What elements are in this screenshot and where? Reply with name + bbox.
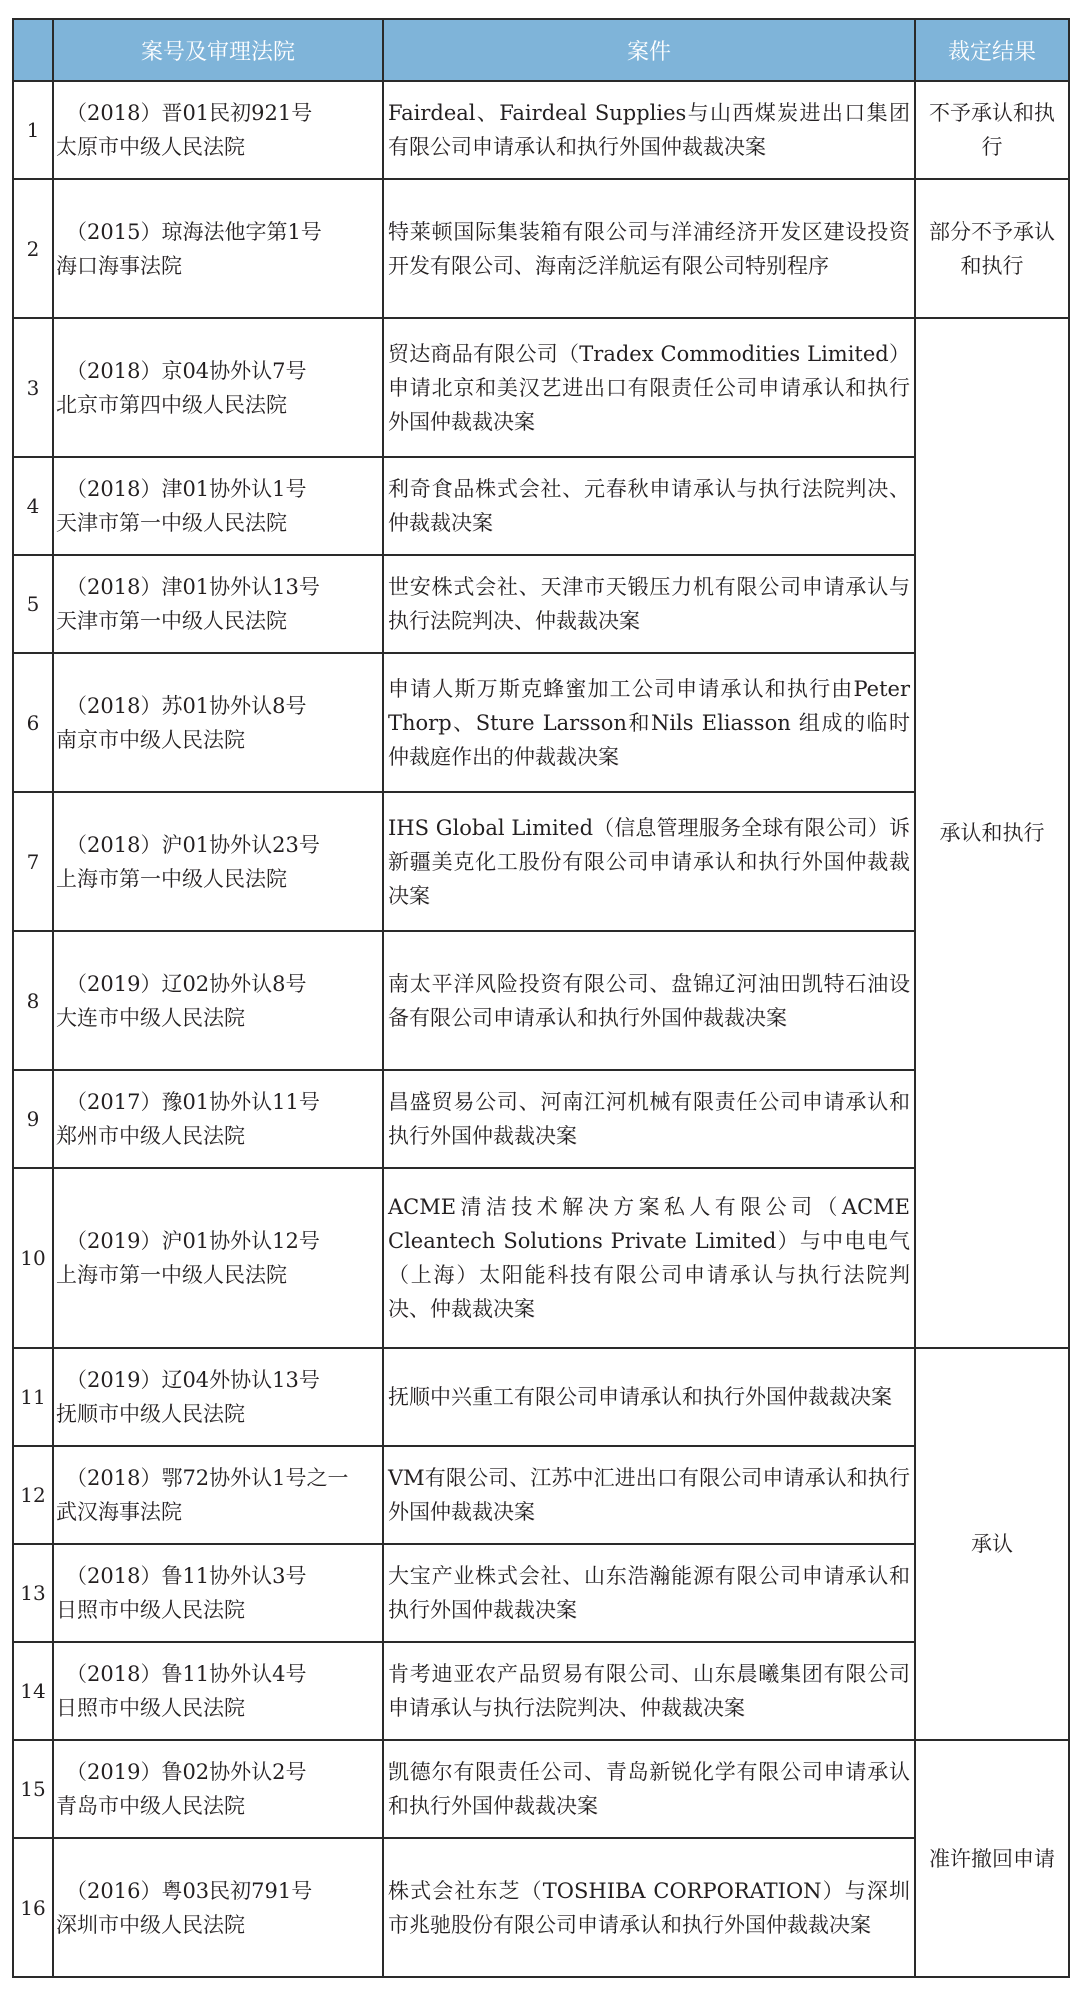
case-cell <box>53 1168 383 1348</box>
ruling-result: 承认 <box>915 1348 1069 1740</box>
header-row <box>13 19 1069 81</box>
table-row <box>13 931 1069 1070</box>
case-number: （2019）辽02协外认8号 <box>66 971 307 996</box>
case-name: 昌盛贸易公司、河南江河机械有限责任公司申请承认和执行外国仲裁裁决案 <box>383 1070 915 1168</box>
case-cell <box>53 555 383 653</box>
court-name: 北京市第四中级人民法院 <box>56 392 287 417</box>
case-cell <box>53 179 383 318</box>
ruling-result: 承认和执行 <box>915 318 1069 1348</box>
table-row <box>13 555 1069 653</box>
case-name: 株式会社东芝（TOSHIBA CORPORATION）与深圳市兆驰股份有限公司申请承认和执行外国仲裁裁决案 <box>383 1838 915 1977</box>
case-name: 肯考迪亚农产品贸易有限公司、山东晨曦集团有限公司申请承认与执行法院判决、仲裁裁决案 <box>383 1642 915 1740</box>
case-cell <box>53 318 383 457</box>
case-cell <box>53 1348 383 1446</box>
case-cell <box>53 1740 383 1838</box>
court-name: 日照市中级人民法院 <box>56 1598 245 1622</box>
row-number: 16 <box>13 1838 53 1977</box>
table-row <box>13 457 1069 555</box>
row-number: 6 <box>13 653 53 792</box>
case-name: 南太平洋风险投资有限公司、盘锦辽河油田凯特石油设备有限公司申请承认和执行外国仲裁裁决案 <box>383 931 915 1070</box>
row-number: 10 <box>13 1168 53 1348</box>
case-name: IHS Global Limited（信息管理服务全球有限公司）诉新疆美克化工股份有限公司申请承认和执行外国仲裁裁决案 <box>383 792 915 931</box>
case-name: VM有限公司、江苏中汇进出口有限公司申请承认和执行外国仲裁裁决案 <box>383 1446 915 1544</box>
case-cell <box>53 792 383 931</box>
court-name: 深圳市中级人民法院 <box>56 1912 245 1937</box>
court-name: 武汉海事法院 <box>56 1500 182 1524</box>
ruling-result: 不予承认和执行 <box>915 81 1069 179</box>
court-name: 太原市中级人民法院 <box>56 135 245 159</box>
court-name: 青岛市中级人民法院 <box>56 1794 245 1818</box>
table-row <box>13 1544 1069 1642</box>
case-number: （2018）苏01协外认8号 <box>66 693 307 718</box>
court-name: 天津市第一中级人民法院 <box>56 609 287 633</box>
case-name: ACME清洁技术解决方案私人有限公司（ACME Cleantech Solutions Private Limited）与中电电气（上海）太阳能科技有限公司申请承认与执行法院判决、仲裁裁决案 <box>383 1168 915 1348</box>
table-row <box>13 179 1069 318</box>
court-name: 抚顺市中级人民法院 <box>56 1402 245 1426</box>
case-cell <box>53 1070 383 1168</box>
case-name: 世安株式会社、天津市天锻压力机有限公司申请承认与执行法院判决、仲裁裁决案 <box>383 555 915 653</box>
table-row <box>13 1642 1069 1740</box>
table-row <box>13 653 1069 792</box>
table-row <box>13 792 1069 931</box>
header-case-name: 案件 <box>383 19 915 81</box>
case-name: 特莱顿国际集装箱有限公司与洋浦经济开发区建设投资开发有限公司、海南泛洋航运有限公司特别程序 <box>383 179 915 318</box>
case-cell <box>53 1838 383 1977</box>
row-number: 9 <box>13 1070 53 1168</box>
row-number: 15 <box>13 1740 53 1838</box>
row-number: 1 <box>13 81 53 179</box>
case-cell <box>53 1642 383 1740</box>
case-number: （2019）辽04外协认13号 <box>66 1368 320 1392</box>
table-row <box>13 318 1069 457</box>
row-number: 4 <box>13 457 53 555</box>
case-name: 抚顺中兴重工有限公司申请承认和执行外国仲裁裁决案 <box>383 1348 915 1446</box>
case-number: （2018）晋01民初921号 <box>66 101 313 125</box>
court-name: 日照市中级人民法院 <box>56 1696 245 1720</box>
arbitration-cases-table <box>12 18 1070 1978</box>
table-row <box>13 1838 1069 1977</box>
case-number: （2018）鲁11协外认4号 <box>66 1662 307 1686</box>
case-number: （2018）沪01协外认23号 <box>66 832 320 857</box>
header-number <box>13 19 53 81</box>
case-number: （2019）沪01协外认12号 <box>66 1229 320 1253</box>
row-number: 14 <box>13 1642 53 1740</box>
header-ruling-result: 裁定结果 <box>915 19 1069 81</box>
case-number: （2018）津01协外认13号 <box>66 575 320 599</box>
case-name: 利奇食品株式会社、元春秋申请承认与执行法院判决、仲裁裁决案 <box>383 457 915 555</box>
court-name: 海口海事法院 <box>56 253 182 278</box>
row-number: 5 <box>13 555 53 653</box>
table-row <box>13 1446 1069 1544</box>
row-number: 11 <box>13 1348 53 1446</box>
table-container <box>12 18 1068 1978</box>
case-cell <box>53 1544 383 1642</box>
case-number: （2015）琼海法他字第1号 <box>66 219 322 244</box>
case-cell <box>53 81 383 179</box>
case-number: （2019）鲁02协外认2号 <box>66 1760 307 1784</box>
court-name: 南京市中级人民法院 <box>56 727 245 752</box>
table-row <box>13 1740 1069 1838</box>
court-name: 大连市中级人民法院 <box>56 1005 245 1030</box>
case-name: 凯德尔有限责任公司、青岛新锐化学有限公司申请承认和执行外国仲裁裁决案 <box>383 1740 915 1838</box>
case-number: （2016）粤03民初791号 <box>66 1878 313 1903</box>
case-number: （2018）鄂72协外认1号之一 <box>66 1466 349 1490</box>
table-row <box>13 81 1069 179</box>
case-name: Fairdeal、Fairdeal Supplies与山西煤炭进出口集团有限公司申请承认和执行外国仲裁裁决案 <box>383 81 915 179</box>
row-number: 13 <box>13 1544 53 1642</box>
row-number: 3 <box>13 318 53 457</box>
ruling-result: 部分不予承认和执行 <box>915 179 1069 318</box>
court-name: 郑州市中级人民法院 <box>56 1124 245 1148</box>
row-number: 12 <box>13 1446 53 1544</box>
case-name: 贸达商品有限公司（Tradex Commodities Limited）申请北京和美汉艺进出口有限责任公司申请承认和执行外国仲裁裁决案 <box>383 318 915 457</box>
row-number: 7 <box>13 792 53 931</box>
table-row <box>13 1070 1069 1168</box>
case-cell <box>53 457 383 555</box>
case-number: （2018）津01协外认1号 <box>66 477 307 501</box>
case-cell <box>53 931 383 1070</box>
row-number: 8 <box>13 931 53 1070</box>
case-name: 申请人斯万斯克蜂蜜加工公司申请承认和执行由Peter Thorp、Sture Larsson和Nils Eliasson 组成的临时仲裁庭作出的仲裁裁决案 <box>383 653 915 792</box>
court-name: 上海市第一中级人民法院 <box>56 866 287 891</box>
case-number: （2017）豫01协外认11号 <box>66 1090 320 1114</box>
court-name: 上海市第一中级人民法院 <box>56 1263 287 1287</box>
case-cell <box>53 653 383 792</box>
row-number: 2 <box>13 179 53 318</box>
case-name: 大宝产业株式会社、山东浩瀚能源有限公司申请承认和执行外国仲裁裁决案 <box>383 1544 915 1642</box>
header-case-and-court: 案号及审理法院 <box>53 19 383 81</box>
case-number: （2018）鲁11协外认3号 <box>66 1564 307 1588</box>
ruling-result: 准许撤回申请 <box>915 1740 1069 1977</box>
court-name: 天津市第一中级人民法院 <box>56 511 287 535</box>
table-row <box>13 1348 1069 1446</box>
case-number: （2018）京04协外认7号 <box>66 358 307 383</box>
case-cell <box>53 1446 383 1544</box>
table-row <box>13 1168 1069 1348</box>
